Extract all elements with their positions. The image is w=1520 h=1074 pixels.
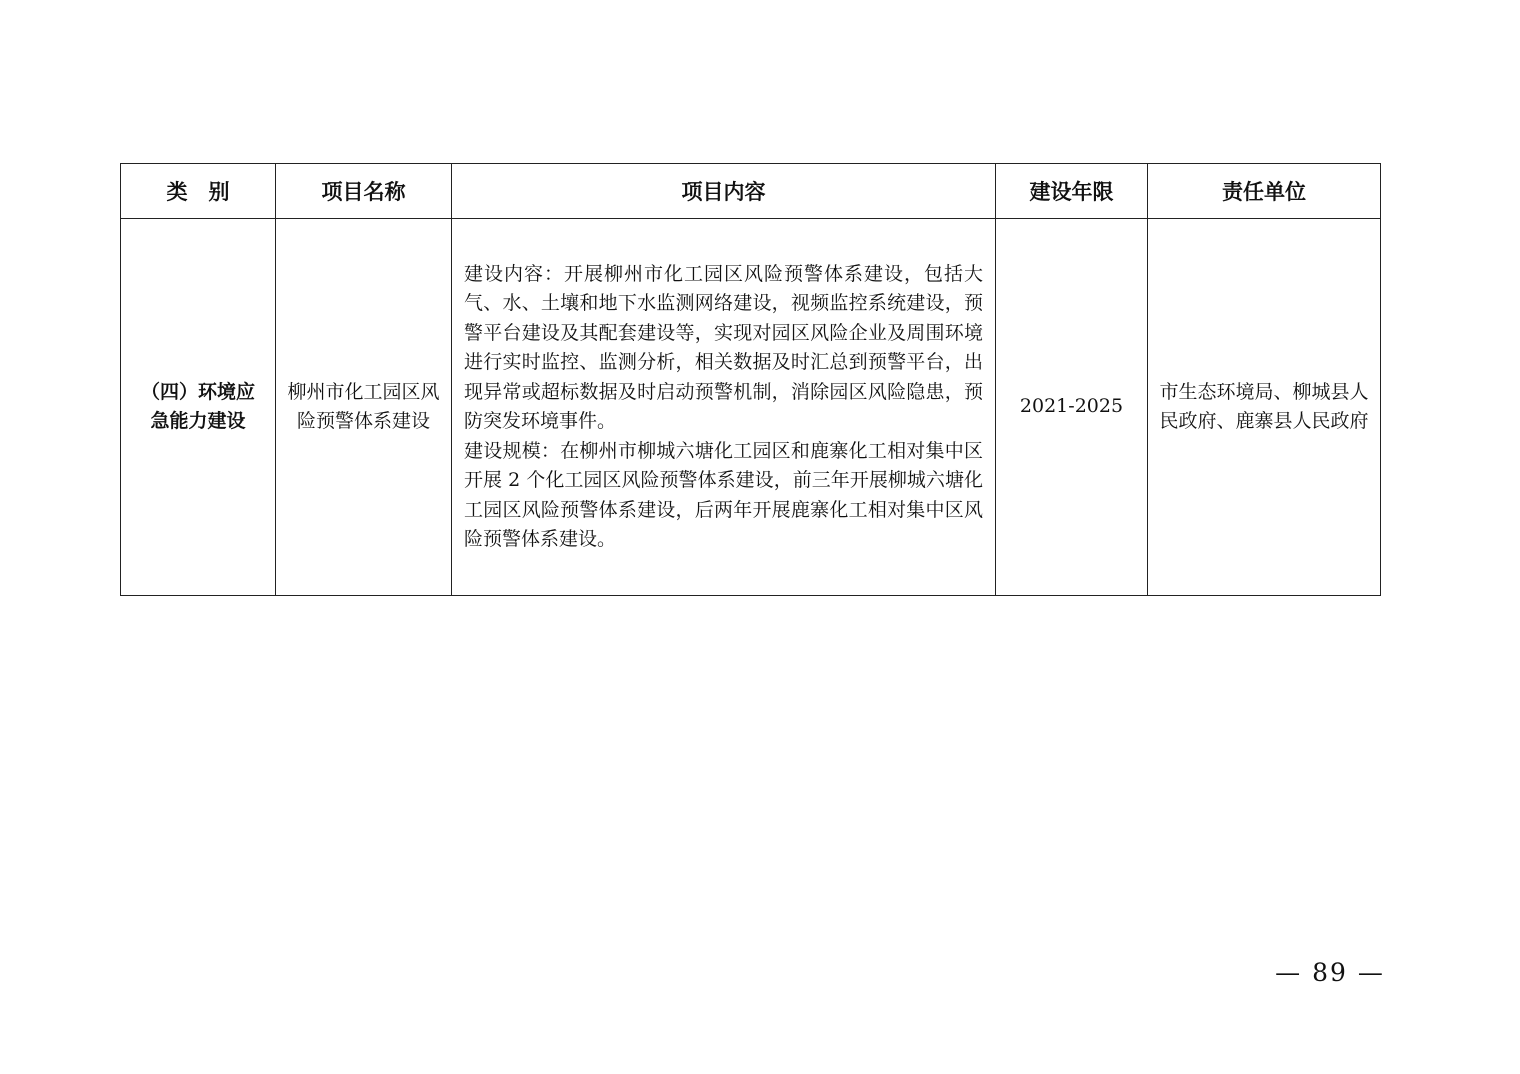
content-paragraph-construction: 建设内容：开展柳州市化工园区风险预警体系建设，包括大气、水、土壤和地下水监测网络建设，视频监控系统建设，预警平台建设及其配套建设等，实现对园区风险企业及周围环境进行实时监控、监测分析，相关数据及时汇总到预警平台，出现异常或超标数据及时启动预警机制，消除园区风险隐患，预防突发环境事件。 <box>464 262 983 432</box>
cell-construction-period: 2021-2025 <box>996 219 1148 596</box>
table-header-row <box>121 164 1381 219</box>
table-row <box>121 219 1381 596</box>
cell-project-content <box>452 219 996 596</box>
header-responsible-unit: 责任单位 <box>1148 164 1381 219</box>
content-paragraph-scale: 建设规模：在柳州市柳城六塘化工园区和鹿寨化工相对集中区开展 2 个化工园区风险预警体系建设，前三年开展柳城六塘化工园区风险预警体系建设，后两年开展鹿寨化工相对集中区风险预警体系建设。 <box>464 439 983 550</box>
header-construction-period: 建设年限 <box>996 164 1148 219</box>
header-project-name: 项目名称 <box>276 164 452 219</box>
project-table <box>120 163 1381 596</box>
header-category: 类 别 <box>121 164 276 219</box>
cell-project-name: 柳州市化工园区风险预警体系建设 <box>276 219 452 596</box>
cell-category: （四）环境应急能力建设 <box>121 219 276 596</box>
page-number: — 89 — <box>1275 958 1385 987</box>
header-project-content: 项目内容 <box>452 164 996 219</box>
cell-responsible-unit: 市生态环境局、柳城县人民政府、鹿寨县人民政府 <box>1148 219 1381 596</box>
